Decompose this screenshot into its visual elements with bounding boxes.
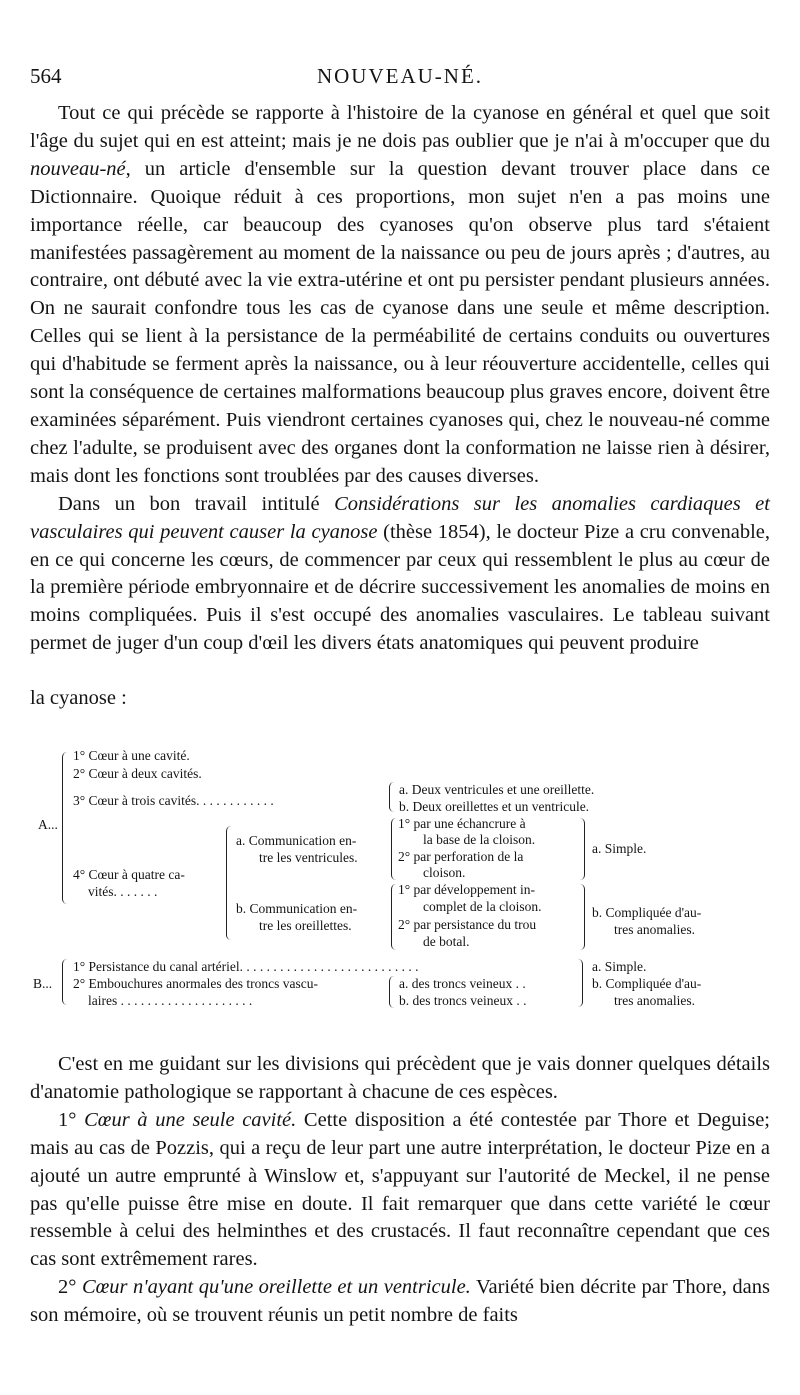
table-item: a. Simple. — [592, 959, 647, 974]
table-item: a. des troncs veineux . . — [399, 976, 526, 991]
body-text-bottom — [30, 1051, 770, 1330]
brace-right-a — [579, 818, 585, 880]
text-run-italic: Cœur n'ayant qu'une oreillette et un ventricule. — [81, 1276, 471, 1299]
section-a-label: A... — [38, 817, 58, 832]
table-item: 1° par une échancrure à — [398, 816, 526, 831]
text-run: Dans un bon travail intitulé — [58, 492, 335, 515]
table-item: 3° Cœur à trois cavités. . . . . . . . . . . . — [73, 793, 274, 808]
text-run: , un article d'ensemble sur la question devant trouver place dans ce Dictionnaire. Quoique réduit à ces proportions, mon sujet n'en a pas moins une importance réelle, car beaucoup des cyanoses qu'on observe plus tard s'étaient manifestées passagèrement au moment de la naissance ou peu de jours après ; d'autres, au contraire, ont débuté avec la vie extra-utérine et ont pu persister pendant plusieurs années. On ne saurait confondre tous les cas de cyanose dans une seule et même description. Celles qui se lient à la persistance de la perméabilité de certains conduits ou ouvertures qui d'habitude se ferment après la naissance, ou à leur réouverture accidentelle, celles qui sont la conséquence de certaines malformations beaucoup plus graves encore, doivent être examinées séparément. Puis viendront certaines cyanoses qui, chez le nouveau-né comme chez l'adulte, se produisent avec des organes dont la conformation ne laisse rien à désirer, mais dont les fonctions sont troublées par des causes diverses. — [30, 157, 770, 487]
table-item: tre les ventricules. — [259, 850, 358, 865]
table-item: tres anomalies. — [614, 993, 695, 1008]
brace-a4 — [226, 826, 232, 940]
paragraph — [30, 1051, 770, 1107]
running-title: NOUVEAU-NÉ. — [316, 64, 484, 88]
table-item: cloison. — [423, 865, 466, 880]
table-item: b. des troncs veineux . . — [399, 993, 527, 1008]
table-item: b. Compliquée d'au- — [592, 976, 702, 991]
table-item: 2° par persistance du trou — [398, 917, 537, 932]
text-run-italic: nouveau-né — [30, 157, 126, 180]
text-run: Variété bien décrite par Thore, dans son mémoire, où se trouvent réunis un petit nombre de faits — [30, 1276, 770, 1327]
table-item: b. Deux oreillettes et un ventricule. — [399, 799, 590, 814]
text-run: Tout ce qui précède se rapporte à l'histoire de la cyanose en général et quel que soit l'âge du sujet qui en est atteint; mais je ne dois pas oublier que je n'ai à m'occuper que du — [30, 102, 770, 152]
table-item: a. Deux ventricules et une oreillette. — [399, 782, 595, 797]
paragraph — [30, 1107, 770, 1274]
text-run: Cette disposition a été contestée par Thore et Deguise; mais au cas de Pozzis, qui a reçu de leur part une autre interprétation, le docteur Pize en a ajouté un autre emprunté à Winslow et, s'appuyant sur l'autorité de Meckel, il ne pense pas qu'elle puisse être mise en doute. Il fait remarquer que dans cette variété le cœur ressemble à celui des helminthes et des crustacés. Il faut reconnaître cependant que ces cas sont extrêmement rares. — [30, 1108, 770, 1271]
brace-b2 — [389, 976, 395, 1008]
table-item: 1° Cœur à une cavité. — [73, 748, 190, 763]
text-run-italic: Cœur à une seule cavité. — [84, 1108, 297, 1131]
brace-comm-a — [391, 818, 397, 880]
table-item: b. Communication en- — [236, 901, 358, 916]
table-item: a. Communication en- — [236, 833, 357, 848]
table-item: 1° Persistance du canal artériel. . . . . . . . . . . . . . . . . . . . . . . . . . . — [73, 959, 419, 974]
table-intro: la cyanose : — [30, 687, 127, 709]
table-item: 2° par perforation de la — [398, 849, 524, 864]
paragraph — [30, 1274, 770, 1330]
brace-a3 — [389, 782, 395, 812]
brace-comm-b — [391, 884, 397, 950]
table-item: complet de la cloison. — [423, 899, 542, 914]
text-run: (thèse 1854), le docteur Pize a cru convenable, en ce qui concerne les cœurs, de commencer par ceux qui ressemblent le plus au cœur de la première période embryonnaire et de décrire successivement les anomalies de moins en moins compliquées. Puis il s'est occupé des anomalies vasculaires. Le tableau suivant permet de juger d'un coup d'œil les divers états anatomiques qui peuvent produire — [30, 520, 771, 655]
table-item: tre les oreillettes. — [259, 918, 352, 933]
table-item: de botal. — [423, 934, 470, 949]
brace-b — [62, 959, 68, 1005]
table-item: a. Simple. — [592, 841, 647, 856]
text-run-italic: Considérations sur les anomalies cardiaques et vasculaires qui peuvent causer la cyanose — [30, 492, 770, 543]
page-number: 564 — [30, 64, 62, 88]
text-run: 2° — [58, 1276, 82, 1299]
table-item: 1° par développement in- — [398, 882, 535, 897]
text-run: 1° — [58, 1108, 85, 1131]
brace-right-b-section — [577, 959, 583, 1007]
brace-right-b — [579, 884, 585, 950]
brace-a — [62, 752, 69, 904]
table-item: laires . . . . . . . . . . . . . . . . . . . . — [88, 993, 253, 1008]
table-item: vités. . . . . . . — [88, 884, 158, 899]
table-item: 2° Embouchures anormales des troncs vascu- — [73, 976, 318, 991]
table-item: 4° Cœur à quatre ca- — [73, 867, 185, 882]
table-item: 2° Cœur à deux cavités. — [73, 766, 202, 781]
text-run: C'est en me guidant sur les divisions qui précèdent que je vais donner quelques détails d'anatomie pathologique se rapportant à chacune de ces espèces. — [30, 1053, 770, 1103]
table-item: b. Compliquée d'au- — [592, 905, 702, 920]
section-b-label: B... — [33, 976, 53, 991]
table-item: la base de la cloison. — [423, 832, 536, 847]
table-item: tres anomalies. — [614, 922, 695, 937]
